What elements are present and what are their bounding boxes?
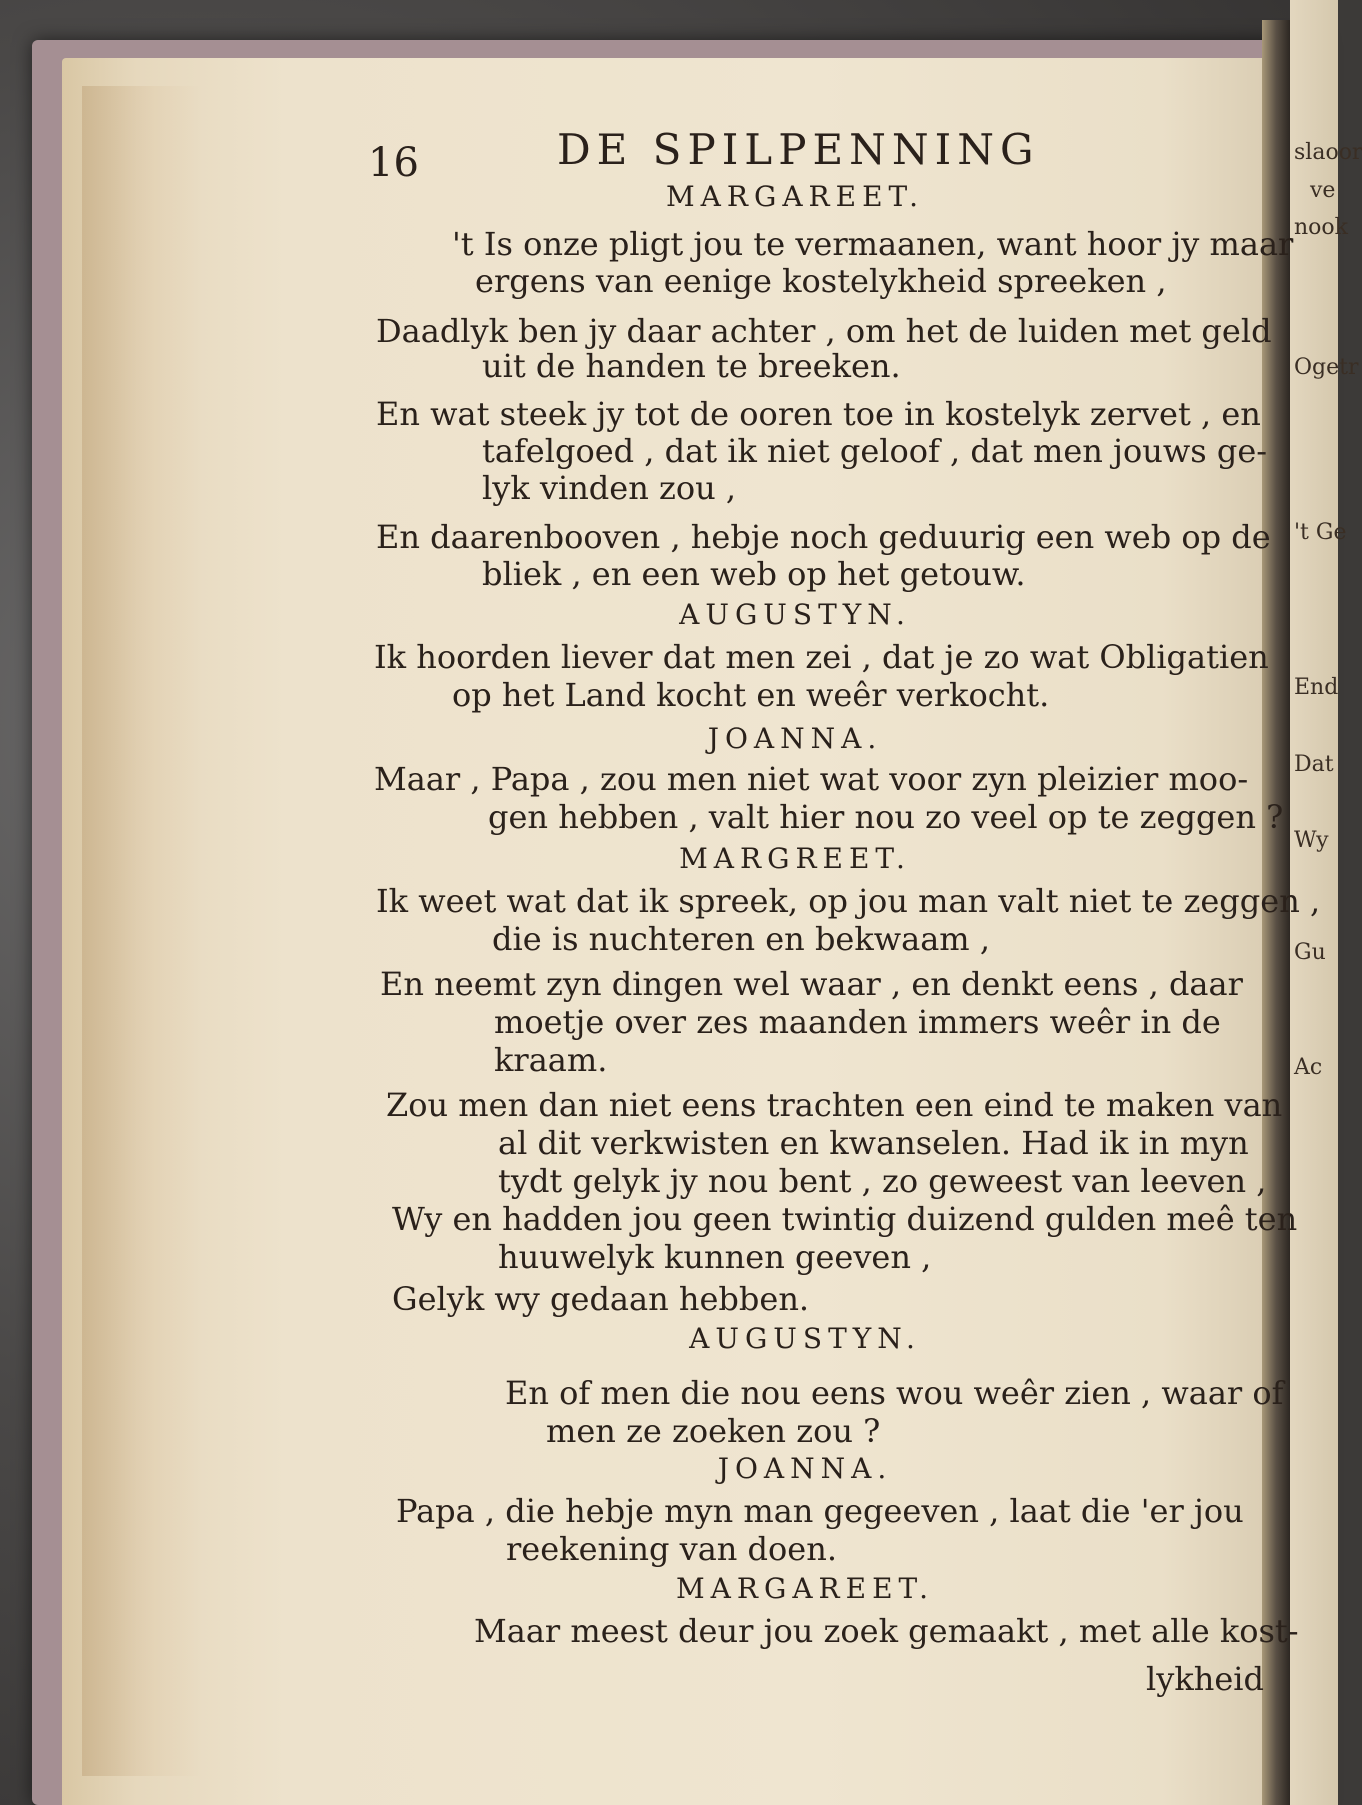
page-number: 16 — [368, 140, 419, 186]
text-line: tydt gelyk jy nou bent , zo geweest van leeven , — [498, 1162, 1267, 1200]
text-line: huuwelyk kunnen geeven , — [498, 1238, 932, 1276]
speaker-name: MARGAREET. — [676, 1572, 934, 1605]
text-line: 't Is onze pligt jou te vermaanen, want hoor jy maar — [452, 225, 1294, 263]
text-line: Maar , Papa , zou men niet wat voor zyn pleizier moo- — [374, 760, 1249, 798]
text-line: Maar meest deur jou zoek gemaakt , met alle kost- — [474, 1612, 1299, 1650]
text-line: Daadlyk ben jy daar achter , om het de luiden met geld — [376, 312, 1272, 350]
text-line: al dit verkwisten en kwanselen. Had ik in myn — [498, 1124, 1249, 1162]
text-line: kraam. — [494, 1041, 608, 1079]
text-line: men ze zoeken zou ? — [546, 1412, 881, 1450]
text-line: En of men die nou eens wou weêr zien , waar of — [505, 1374, 1284, 1412]
facing-page-fragment: Gu — [1294, 940, 1326, 965]
speaker-name: AUGUSTYN. — [679, 598, 911, 631]
facing-page-fragment: Dat — [1294, 752, 1334, 777]
facing-page-fragment: 't Ge — [1294, 520, 1347, 545]
text-line: bliek , en een web op het getouw. — [482, 555, 1026, 593]
facing-page-fragment: Ac — [1294, 1055, 1323, 1080]
speaker-name: AUGUSTYN. — [689, 1322, 921, 1355]
text-line: ergens van eenige kostelykheid spreeken , — [475, 262, 1167, 300]
text-line: lyk vinden zou , — [482, 469, 737, 507]
text-line: gen hebben , valt hier nou zo veel op te zeggen ? — [488, 798, 1284, 836]
speaker-name: JOANNA. — [707, 722, 883, 755]
facing-page-fragment: ve — [1310, 178, 1336, 203]
text-line: En daarenbooven , hebje noch geduurig een web op de — [376, 518, 1271, 556]
catchword: lykheid — [1146, 1660, 1264, 1698]
text-line: En neemt zyn dingen wel waar , en denkt eens , daar — [380, 965, 1243, 1003]
running-title: DE SPILPENNING — [557, 125, 1040, 174]
speaker-name: MARGREET. — [679, 842, 911, 875]
facing-page-fragment: Ogetr — [1294, 355, 1359, 380]
facing-page-fragment: slaoor — [1294, 140, 1362, 165]
text-line: Gelyk wy gedaan hebben. — [392, 1280, 810, 1318]
speaker-name: JOANNA. — [717, 1452, 893, 1485]
text-line: En wat steek jy tot de ooren toe in kostelyk zervet , en — [376, 395, 1261, 433]
text-line: op het Land kocht en weêr verkocht. — [452, 676, 1050, 714]
text-line: Papa , die hebje myn man gegeeven , laat die 'er jou — [396, 1492, 1244, 1530]
text-line: tafelgoed , dat ik niet geloof , dat men jouws ge- — [482, 432, 1268, 470]
text-line: Zou men dan niet eens trachten een eind te maken van — [386, 1086, 1283, 1124]
facing-page-fragment: nook — [1294, 215, 1348, 240]
text-line: die is nuchteren en bekwaam , — [492, 920, 990, 958]
text-line: Ik weet wat dat ik spreek, op jou man valt niet te zeggen , — [376, 882, 1321, 920]
text-line: reekening van doen. — [506, 1530, 838, 1568]
text-line: Wy en hadden jou geen twintig duizend gulden meê ten — [392, 1200, 1298, 1238]
facing-page-fragment: Wy — [1294, 828, 1329, 853]
text-line: Ik hoorden liever dat men zei , dat je zo wat Obligatien — [374, 638, 1269, 676]
speaker-name: MARGAREET. — [666, 180, 924, 213]
text-line: uit de handen te breeken. — [482, 347, 901, 385]
text-line: moetje over zes maanden immers weêr in de — [494, 1003, 1221, 1041]
facing-page-fragment: End — [1294, 675, 1339, 700]
page-stain — [82, 86, 202, 1776]
